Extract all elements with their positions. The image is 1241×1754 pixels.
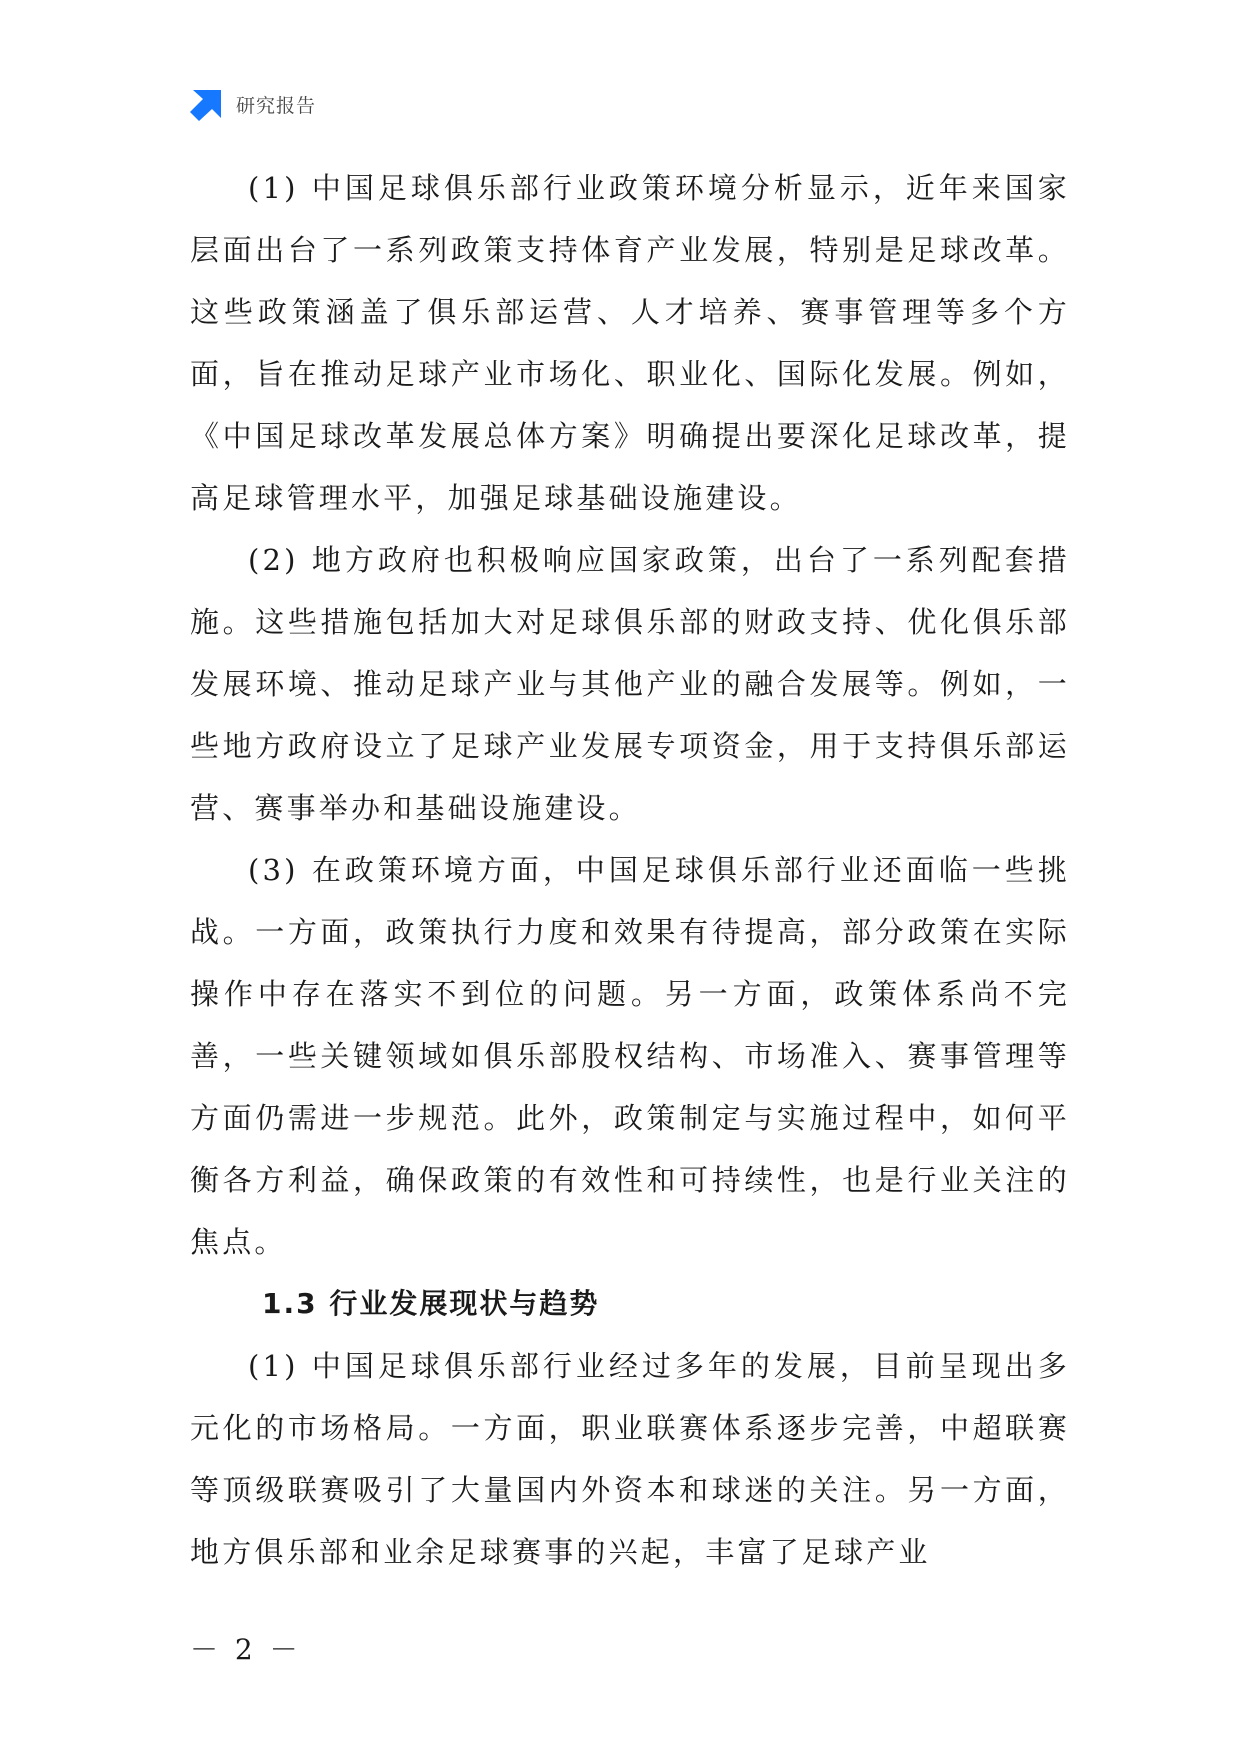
header-title: 研究报告 <box>236 94 317 117</box>
paragraph-2: (2) 地方政府也积极响应国家政策，出台了一系列配套措施。这些措施包括加大对足球俱乐部的财政支持、优化俱乐部发展环境、推动足球产业与其他产业的融合发展等。例如，一些地方政府设立了足球产业发展专项资金，用于支持俱乐部运营、赛事举办和基础设施建设。 <box>190 543 1070 825</box>
section-paragraph-1: (1) 中国足球俱乐部行业经过多年的发展，目前呈现出多元化的市场格局。一方面，职业联赛体系逐步完善，中超联赛等顶级联赛吸引了大量国内外资本和球迷的关注。另一方面，地方俱乐部和业余足球赛事的兴起，丰富了足球产业 <box>190 1349 1070 1569</box>
arrow-logo-icon <box>190 87 224 121</box>
section-heading: 1.3 行业发展现状与趋势 <box>262 1287 600 1320</box>
document-body <box>190 157 1070 1583</box>
paragraph-3: (3) 在政策环境方面，中国足球俱乐部行业还面临一些挑战。一方面，政策执行力度和效果有待提高，部分政策在实际操作中存在落实不到位的问题。另一方面，政策体系尚不完善，一些关键领域如俱乐部股权结构、市场准入、赛事管理等方面仍需进一步规范。此外，政策制定与实施过程中，如何平衡各方利益，确保政策的有效性和可持续性，也是行业关注的焦点。 <box>190 853 1070 1259</box>
report-header <box>190 86 316 122</box>
page-number: － 2 － <box>190 1633 302 1666</box>
paragraph-1: (1) 中国足球俱乐部行业政策环境分析显示，近年来国家层面出台了一系列政策支持体育产业发展，特别是足球改革。这些政策涵盖了俱乐部运营、人才培养、赛事管理等多个方面，旨在推动足球产业市场化、职业化、国际化发展。例如，《中国足球改革发展总体方案》明确提出要深化足球改革，提高足球管理水平，加强足球基础设施建设。 <box>190 171 1070 515</box>
